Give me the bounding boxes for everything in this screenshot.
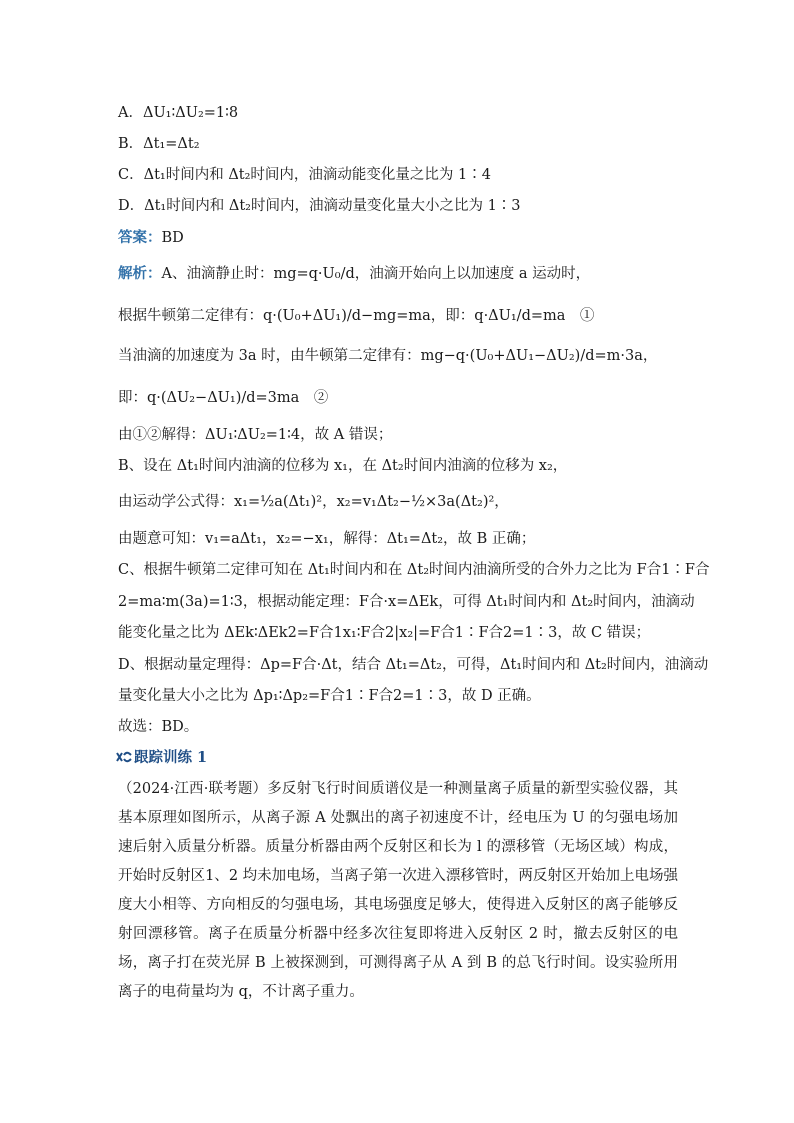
analysis-label: 解析： (118, 265, 162, 282)
analysis-line-8: 由题意可知：v₁=aΔt₁，x₂=−x₁，解得：Δt₁=Δt₂，故 B 正确； (118, 531, 536, 547)
section-heading (116, 748, 207, 768)
analysis-line-7: 由运动学公式得：x₁=½a(Δt₁)²，x₂=v₁Δt₂−½×3a(Δt₂)²， (118, 494, 509, 510)
analysis-line-9: C、根据牛顿第二定律可知在 Δt₁时间内和在 Δt₂时间内油滴所受的合外力之比为 F合1∶F合 (118, 562, 710, 578)
answer-line (118, 228, 184, 248)
section-title: 跟踪训练 1 (134, 749, 208, 766)
analysis-line-14: 故选：BD。 (118, 719, 199, 735)
answer-value: BD (161, 230, 184, 246)
option-c: C．Δt₁时间内和 Δt₂时间内，油滴动能变化量之比为 1∶4 (118, 167, 491, 183)
problem-text: （2024·江西·联考题）多反射飞行时间质谱仪是一种测量离子质量的新型实验仪器，其基本原理如图所示，从离子源 A 处飘出的离子初速度不计，经电压为 U 的匀强电场加速后射入质量分析器。质量分析器由两个反射区和长为 l 的漂移管（无场区域）构成，开始时反射区1、2 均未加电场，当离子第一次进入漂移管时，两反射区开始加上电场强度大小相等、方向相反的匀强电场，其电场强度足够大，使得进入反射区的离子能够反射回漂移管。离子在质量分析器中经多次往复即将进入反射区 2 时，撤去反射区的电场，离子打在荧光屏 B 上被探测到，可测得离子从 A 到 B 的总飞行时间。设实验所用离子的电荷量均为 q，不计离子重力。 (118, 781, 678, 1000)
option-a: A．ΔU₁∶ΔU₂=1∶8 (118, 105, 239, 121)
analysis-line-11: 能变化量之比为 ΔEk∶ΔEk2=F合1x₁∶F合2|x₂|=F合1∶F合2=1∶3，故 C 错误； (118, 625, 651, 641)
analysis-text-1: A、油滴静止时：mg=q·U₀/d，油滴开始向上以加速度 a 运动时， (161, 266, 591, 282)
analysis-line-10: 2=ma∶m(3a)=1∶3，根据动能定理：F合·x=ΔEk，可得 Δt₁时间内和 Δt₂时间内，油滴动 (118, 594, 695, 610)
analysis-line-13: 量变化量大小之比为 Δp₁∶Δp₂=F合1∶F合2=1∶3，故 D 正确。 (118, 688, 541, 704)
analysis-line-6: B、设在 Δt₁时间内油滴的位移为 x₁，在 Δt₂时间内油滴的位移为 x₂， (118, 458, 568, 474)
analysis-line-12: D、根据动量定理得：Δp=F合·Δt，结合 Δt₁=Δt₂，可得，Δt₁时间内和 Δt₂时间内，油滴动 (118, 657, 709, 673)
option-d: D．Δt₁时间内和 Δt₂时间内，油滴动量变化量大小之比为 1∶3 (118, 198, 521, 214)
answer-label: 答案： (118, 229, 162, 246)
option-b: B．Δt₁=Δt₂ (118, 136, 200, 152)
analysis-line-4: 即：q·(ΔU₂−ΔU₁)/d=3ma ② (118, 390, 329, 406)
analysis-line-1 (118, 264, 590, 284)
analysis-line-3: 当油滴的加速度为 3a 时，由牛顿第二定律有：mg−q·(U₀+ΔU₁−ΔU₂)/d=m·3a， (118, 348, 658, 364)
analysis-line-2: 根据牛顿第二定律有：q·(U₀+ΔU₁)/d−mg=ma，即：q·ΔU₁/d=ma ① (118, 308, 595, 324)
follow-training-icon (116, 748, 132, 768)
analysis-line-5: 由①②解得：ΔU₁∶ΔU₂=1∶4，故 A 错误； (118, 427, 393, 443)
